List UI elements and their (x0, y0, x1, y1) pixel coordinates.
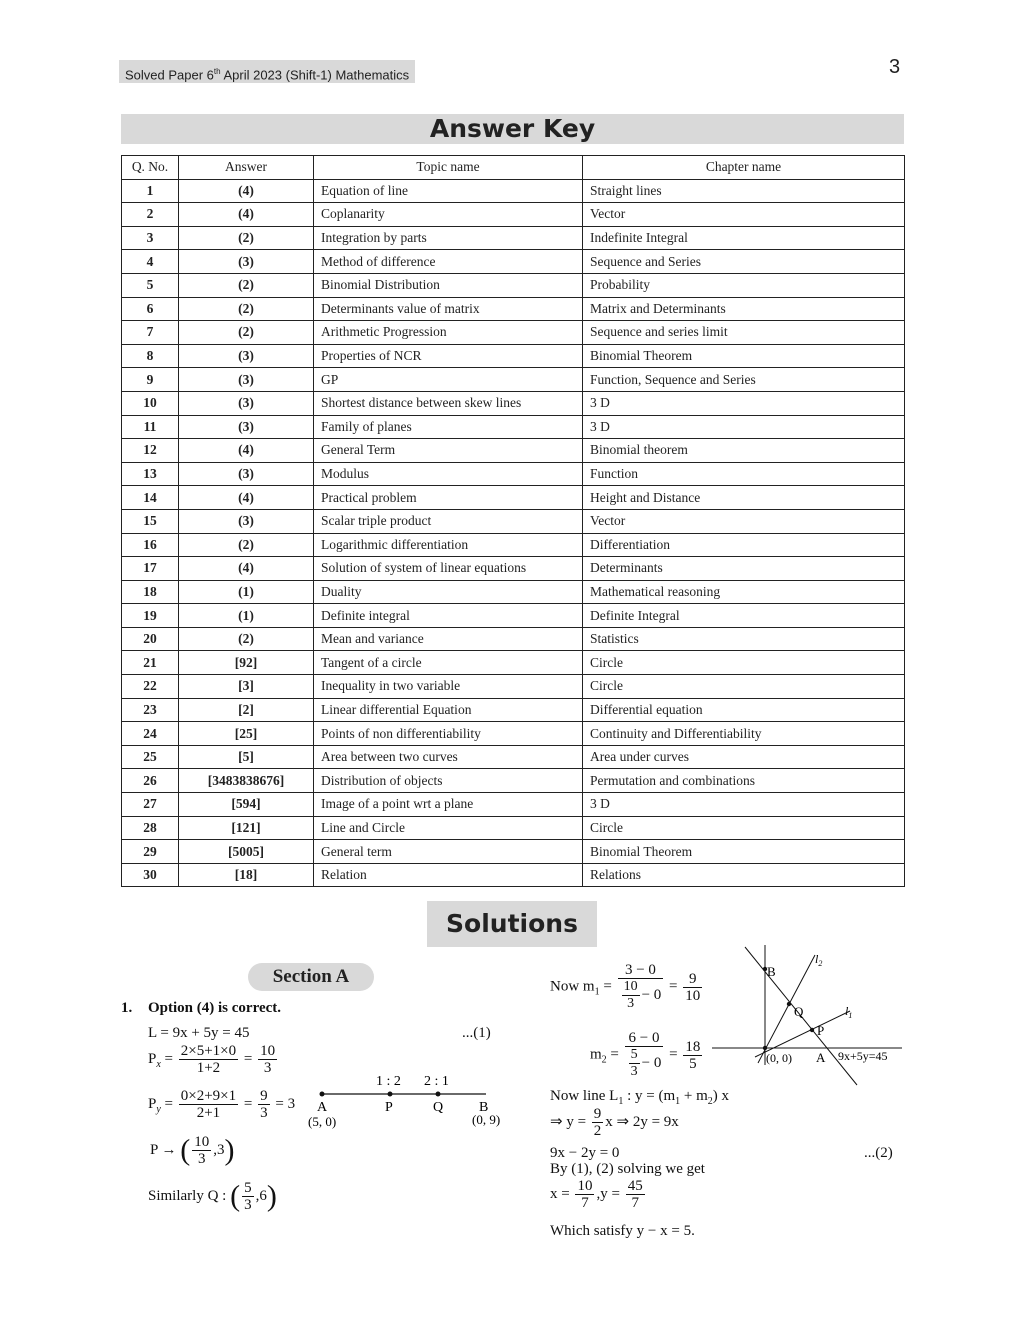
chapter-cell: Sequence and series limit (583, 321, 905, 345)
question-number-cell: 26 (122, 769, 179, 793)
lines-diagram (710, 945, 910, 1095)
topic-cell: Determinants value of matrix (314, 297, 583, 321)
label-a: A (816, 1050, 826, 1065)
question-number-cell: 1 (122, 179, 179, 203)
chapter-cell: Binomial Theorem (583, 344, 905, 368)
table-row (122, 863, 905, 887)
table-row (122, 533, 905, 557)
table-row (122, 226, 905, 250)
topic-cell: Arithmetic Progression (314, 321, 583, 345)
answer-cell: [5] (179, 745, 314, 769)
label-b: B (767, 964, 776, 979)
chapter-cell: Straight lines (583, 179, 905, 203)
point-b-label: B (479, 1100, 489, 1115)
answer-cell: (3) (179, 462, 314, 486)
topic-cell: Tangent of a circle (314, 651, 583, 675)
topic-cell: Method of difference (314, 250, 583, 274)
chapter-cell: 3 D (583, 793, 905, 817)
answer-cell: [25] (179, 722, 314, 746)
table-row (122, 415, 905, 439)
topic-cell: Mean and variance (314, 627, 583, 651)
label-origin: (0, 0) (766, 1051, 792, 1065)
table-row (122, 840, 905, 864)
chapter-cell: Indefinite Integral (583, 226, 905, 250)
table-row (122, 439, 905, 463)
point-p-dot (388, 1092, 393, 1097)
table-row (122, 816, 905, 840)
table-row (122, 604, 905, 628)
question-number-cell: 2 (122, 203, 179, 227)
question-number-cell: 10 (122, 391, 179, 415)
question-number-cell: 4 (122, 250, 179, 274)
point-q-label: Q (433, 1100, 444, 1115)
topic-cell: Family of planes (314, 415, 583, 439)
label-line-equation: 9x+5y=45 (838, 1049, 888, 1063)
table-row (122, 557, 905, 581)
answer-cell: [594] (179, 793, 314, 817)
answer-cell: (2) (179, 273, 314, 297)
answer-cell: (3) (179, 250, 314, 274)
answer-cell: [18] (179, 863, 314, 887)
point-q-dot (787, 1002, 791, 1006)
answer-cell: (2) (179, 533, 314, 557)
solution-xy: x = $\frac{10}{7}$ ,y = $\frac{45}{7}$ (550, 1178, 643, 1211)
point-b-coord: (0, 9) (472, 1112, 501, 1127)
topic-cell: Logarithmic differentiation (314, 533, 583, 557)
answer-key-body (122, 179, 905, 887)
question-number-cell: 5 (122, 273, 179, 297)
question-number-cell: 13 (122, 462, 179, 486)
table-row (122, 250, 905, 274)
answer-cell: [121] (179, 816, 314, 840)
table-row (122, 769, 905, 793)
question-number-cell: 24 (122, 722, 179, 746)
answer-cell: (3) (179, 344, 314, 368)
label-l1: $l_1$ (845, 1004, 853, 1020)
answer-cell: [3] (179, 675, 314, 699)
topic-cell: GP (314, 368, 583, 392)
point-a-label: A (317, 1100, 328, 1115)
table-row (122, 297, 905, 321)
ratio-label-2: 2 : 1 (424, 1074, 449, 1089)
question-number-cell: 15 (122, 509, 179, 533)
implies-line: ⇒ y = $\frac{9}{2}$ x ⇒ 2y = 9x (550, 1106, 679, 1139)
topic-cell: Definite integral (314, 604, 583, 628)
question-number-cell: 20 (122, 627, 179, 651)
point-a-dot (320, 1092, 325, 1097)
answer-cell: (4) (179, 439, 314, 463)
answer-cell: (2) (179, 297, 314, 321)
answer-cell: (2) (179, 226, 314, 250)
answer-cell: (4) (179, 557, 314, 581)
chapter-cell: Vector (583, 509, 905, 533)
table-row (122, 344, 905, 368)
question-number-cell: 23 (122, 698, 179, 722)
topic-cell: Shortest distance between skew lines (314, 391, 583, 415)
answer-cell: (3) (179, 368, 314, 392)
topic-cell: Linear differential Equation (314, 698, 583, 722)
px-formula: $P_x$ = $\frac{2\times 5+1\times 0}{1+2}$ = $\frac{10}{3}$ (148, 1043, 276, 1076)
chapter-cell: Circle (583, 651, 905, 675)
chapter-cell: Binomial theorem (583, 439, 905, 463)
chapter-cell: Definite Integral (583, 604, 905, 628)
question-number-cell: 8 (122, 344, 179, 368)
answer-key-title: Answer Key (121, 114, 904, 144)
table-row (122, 203, 905, 227)
segment-diagram (300, 1068, 515, 1132)
table-row (122, 462, 905, 486)
py-formula: $P_y$ = $\frac{0\times 2+9\times 1}{2+1}$ = $\frac{9}{3}$ = 3 (148, 1088, 296, 1121)
chapter-cell: Circle (583, 675, 905, 699)
question-number-cell: 25 (122, 745, 179, 769)
chapter-cell: Continuity and Differentiability (583, 722, 905, 746)
topic-cell: Binomial Distribution (314, 273, 583, 297)
table-row (122, 368, 905, 392)
answer-cell: (4) (179, 203, 314, 227)
topic-cell: Inequality in two variable (314, 675, 583, 699)
table-row (122, 509, 905, 533)
question-number-cell: 21 (122, 651, 179, 675)
point-q-dot (436, 1092, 441, 1097)
line-equation: L = 9x + 5y = 45 (148, 1025, 250, 1041)
topic-cell: Duality (314, 580, 583, 604)
table-row (122, 273, 905, 297)
label-q: Q (794, 1004, 804, 1019)
table-row (122, 580, 905, 604)
chapter-cell: Sequence and Series (583, 250, 905, 274)
answer-cell: (4) (179, 179, 314, 203)
question-answer-statement: Option (4) is correct. (148, 1000, 282, 1016)
chapter-cell: Area under curves (583, 745, 905, 769)
question-number-cell: 18 (122, 580, 179, 604)
table-row (122, 698, 905, 722)
topic-cell: Integration by parts (314, 226, 583, 250)
chapter-cell: Matrix and Determinants (583, 297, 905, 321)
origin-dot (763, 1046, 767, 1050)
answer-cell: (1) (179, 604, 314, 628)
equation-tag-1: ...(1) (462, 1025, 491, 1041)
chapter-cell: Circle (583, 816, 905, 840)
question-number-cell: 16 (122, 533, 179, 557)
answer-key-table (121, 155, 905, 887)
question-number-cell: 19 (122, 604, 179, 628)
question-number-cell: 22 (122, 675, 179, 699)
solutions-title: Solutions (427, 901, 597, 947)
question-number-cell: 3 (122, 226, 179, 250)
topic-cell: Properties of NCR (314, 344, 583, 368)
chapter-cell: Determinants (583, 557, 905, 581)
topic-cell: Scalar triple product (314, 509, 583, 533)
page-number: 3 (889, 56, 901, 78)
topic-cell: Practical problem (314, 486, 583, 510)
table-row (122, 321, 905, 345)
slope-m1: Now $m_1$ = 3 − 0 $\frac{10}{3}$ − 0 = $\frac{9}{10}$ (550, 962, 701, 1011)
question-number-cell: 30 (122, 863, 179, 887)
equation-tag-2: ...(2) (864, 1145, 893, 1161)
question-number: 1. (121, 1000, 133, 1016)
point-p-label: P (385, 1100, 393, 1115)
question-number-cell: 17 (122, 557, 179, 581)
topic-cell: General Term (314, 439, 583, 463)
label-p: P (817, 1023, 825, 1038)
column-header: Chapter name (583, 156, 905, 180)
table-row (122, 675, 905, 699)
chapter-cell: Relations (583, 863, 905, 887)
answer-cell: [5005] (179, 840, 314, 864)
label-l2: $l_2$ (815, 952, 823, 968)
chapter-cell: Binomial Theorem (583, 840, 905, 864)
chapter-cell: Vector (583, 203, 905, 227)
answer-cell: (2) (179, 627, 314, 651)
topic-cell: Modulus (314, 462, 583, 486)
table-row (122, 627, 905, 651)
chapter-cell: Differentiation (583, 533, 905, 557)
answer-cell: [92] (179, 651, 314, 675)
point-a-coord: (5, 0) (308, 1114, 337, 1129)
table-row (122, 745, 905, 769)
point-q-result: Similarly Q : ( $\frac{5}{3}$ ,6) (148, 1179, 277, 1213)
running-header (119, 60, 415, 83)
slope-m2: $m_2$ = 6 − 0 $\frac{5}{3}$ − 0 = $\frac{18}{5}$ (590, 1030, 701, 1079)
answer-cell: (2) (179, 321, 314, 345)
satisfy-statement: Which satisfy y − x = 5. (550, 1223, 695, 1239)
table-header-row (122, 156, 905, 180)
table-row (122, 722, 905, 746)
answer-cell: (3) (179, 391, 314, 415)
topic-cell: Area between two curves (314, 745, 583, 769)
topic-cell: Coplanarity (314, 203, 583, 227)
answer-cell: [2] (179, 698, 314, 722)
question-number-cell: 28 (122, 816, 179, 840)
chapter-cell: Permutation and combinations (583, 769, 905, 793)
topic-cell: Solution of system of linear equations (314, 557, 583, 581)
ratio-label-1: 1 : 2 (376, 1074, 401, 1089)
table-row (122, 391, 905, 415)
point-p-result: P → ( $\frac{10}{3}$ ,3) (150, 1133, 235, 1167)
question-number-cell: 14 (122, 486, 179, 510)
topic-cell: Relation (314, 863, 583, 887)
header-text-tail: April 2023 (Shift-1) Mathematics (220, 67, 410, 83)
table-row (122, 179, 905, 203)
header-text: Solved Paper 6 (125, 67, 214, 83)
header-sup: th (213, 67, 221, 76)
chapter-cell: 3 D (583, 391, 905, 415)
question-number-cell: 9 (122, 368, 179, 392)
column-header: Topic name (314, 156, 583, 180)
topic-cell: Points of non differentiability (314, 722, 583, 746)
chapter-cell: Height and Distance (583, 486, 905, 510)
topic-cell: General term (314, 840, 583, 864)
topic-cell: Distribution of objects (314, 769, 583, 793)
column-header: Answer (179, 156, 314, 180)
line-l1-equation: Now line $L_1$ : $y = (m_1 + m_2)$ x (550, 1088, 730, 1107)
chapter-cell: Probability (583, 273, 905, 297)
chapter-cell: Function, Sequence and Series (583, 368, 905, 392)
topic-cell: Equation of line (314, 179, 583, 203)
question-number-cell: 11 (122, 415, 179, 439)
table-row (122, 793, 905, 817)
answer-cell: (1) (179, 580, 314, 604)
question-number-cell: 12 (122, 439, 179, 463)
chapter-cell: 3 D (583, 415, 905, 439)
equation-2: 9x − 2y = 0 (550, 1145, 620, 1161)
table-row (122, 486, 905, 510)
question-number-cell: 29 (122, 840, 179, 864)
chapter-cell: Function (583, 462, 905, 486)
answer-cell: [3483838676] (179, 769, 314, 793)
table-row (122, 651, 905, 675)
topic-cell: Line and Circle (314, 816, 583, 840)
answer-cell: (3) (179, 415, 314, 439)
answer-cell: (3) (179, 509, 314, 533)
question-number-cell: 7 (122, 321, 179, 345)
question-number-cell: 27 (122, 793, 179, 817)
topic-cell: Image of a point wrt a plane (314, 793, 583, 817)
chapter-cell: Mathematical reasoning (583, 580, 905, 604)
chapter-cell: Differential equation (583, 698, 905, 722)
column-header: Q. No. (122, 156, 179, 180)
point-p-dot (810, 1028, 814, 1032)
chapter-cell: Statistics (583, 627, 905, 651)
question-number-cell: 6 (122, 297, 179, 321)
section-label: Section A (248, 963, 374, 991)
solving-statement: By (1), (2) solving we get (550, 1161, 705, 1177)
answer-cell: (4) (179, 486, 314, 510)
